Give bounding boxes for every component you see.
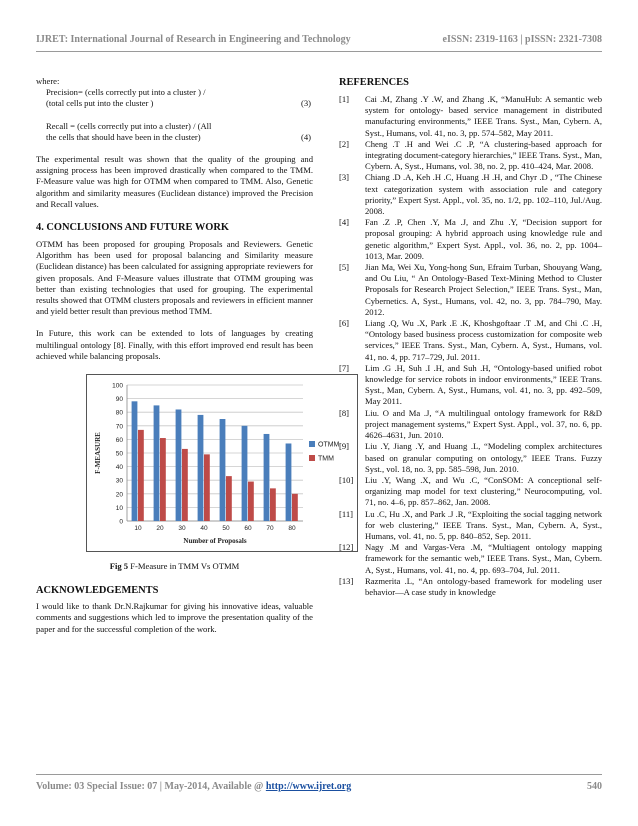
bar-otmm	[220, 419, 226, 521]
issn-text: eISSN: 2319-1163 | pISSN: 2321-7308	[442, 34, 602, 45]
recall-denominator: the cells that should have been in the cluster)	[46, 131, 201, 142]
bar-tmm	[248, 482, 254, 521]
reference-text: Chiang .D .A, Keh .H .C, Huang .H .H, and Chyr .D , “The Chinese text categorization system with association rule and category priority,” Expert Syst. Appl., vol. 35, no. 1/2, pp. 102–110, Jul./Aug. 2008.	[365, 172, 602, 217]
y-tick-label: 30	[115, 477, 123, 485]
chart-svg	[87, 375, 357, 551]
f-measure-chart	[86, 374, 358, 552]
figure-label: Fig 5	[109, 561, 129, 572]
page-header	[36, 34, 602, 48]
bar-otmm	[264, 434, 270, 521]
equation-number-3: (3)	[300, 98, 311, 109]
right-column	[339, 76, 602, 598]
precision-equation	[36, 87, 313, 109]
bar-tmm	[226, 476, 232, 521]
bar-otmm	[242, 426, 248, 521]
legend-swatch-otmm	[309, 441, 315, 447]
x-tick-label: 40	[200, 525, 208, 533]
reference-text: Lu .C, Hu .X, and Park .J .R, “Exploiting the social tagging network for web clustering,” IEEE Trans. Syst., Man, Cybern. A, Syst., Humans, vol. 41, no. 5, pp. 840–852, Sep. 2011.	[365, 508, 602, 541]
x-tick-label: 30	[178, 525, 186, 533]
reference-number: [6]	[339, 318, 350, 329]
reference-item	[339, 262, 602, 318]
equation-number-4: (4)	[300, 131, 311, 142]
reference-text: Cai .M, Zhang .Y .W, and Zhang .K, “ManuHub: A semantic web system for ontology- based service management in distributed manufacturing environments,” IEEE Trans. Syst., Man, Cybern. A, Syst., Humans, vol. 41, no. 3, pp. 574–582, May 2011.	[365, 94, 602, 138]
y-tick-label: 60	[115, 436, 123, 444]
section-4-heading: 4. CONCLUSIONS AND FUTURE WORK	[36, 222, 229, 234]
bar-tmm	[160, 438, 166, 521]
conclusion-paragraph: OTMM has been proposed for grouping Proposals and Reviewers. Genetic Algorithm has been used for proposal balancing and Similarity measure (Euclidean distance) has been calculated for assigning appropriate reviewers for given proposals. And F-Measure values illustrate that OTMM grouping was better than existing technologies that used for grouping. The experimental results showed that OTMM clusters proposals and reviewers in efficient manner and yield better result than previous method TMM.	[36, 239, 313, 317]
reference-number: [13]	[339, 575, 354, 586]
reference-item	[339, 576, 602, 598]
footer-volume	[36, 781, 351, 792]
y-tick-label: 50	[115, 450, 123, 458]
precision-line-1: Precision= (cells correctly put into a cluster ) /	[46, 87, 206, 98]
x-tick-label: 20	[156, 525, 164, 533]
legend-label-otmm: OTMM	[318, 441, 340, 449]
x-tick-label: 10	[134, 525, 142, 533]
figure-caption	[36, 561, 313, 572]
reference-text: Razmerita .L, “An ontology-based framework for modeling user behavior—A case study in knowledge	[365, 575, 602, 597]
reference-number: [3]	[339, 172, 350, 183]
reference-item	[339, 408, 602, 442]
future-work-paragraph: In Future, this work can be extended to lots of languages by creating multilingual ontology [8]. Finally, with this effort improved end result has been achieved while balancing proposals.	[36, 328, 313, 361]
reference-number: [1]	[339, 94, 350, 104]
reference-text: Jian Ma, Wei Xu, Yong-hong Sun, Efraim Turban, Shouyang Wang, and Ou Liu, “ An Ontology-Based Text-Mining Method to Cluster Proposals for Research Project Selection,” IEEE Trans. Syst., Man, Cybernetics. A, Syst., Humans, vol. 42, no. 3, pp. 784–790, May. 2012.	[365, 262, 602, 317]
bar-tmm	[138, 430, 144, 521]
recall-equation	[36, 121, 313, 143]
bar-tmm	[270, 488, 276, 521]
reference-item	[339, 363, 602, 408]
y-tick-label: 20	[115, 491, 123, 499]
y-tick-label: 90	[115, 396, 123, 404]
footer-volume-text: Volume: 03 Special Issue: 07 | May-2014, Available @	[36, 781, 266, 792]
where-label: where:	[36, 76, 60, 86]
y-tick-label: 70	[115, 423, 123, 431]
reference-item	[339, 509, 602, 543]
reference-item	[339, 542, 602, 576]
reference-number: [8]	[339, 407, 350, 418]
reference-list	[339, 94, 602, 598]
x-tick-label: 70	[266, 525, 274, 533]
references-heading: REFERENCES	[339, 77, 409, 88]
legend-label-tmm: TMM	[318, 455, 334, 463]
y-axis-title: F-MEASURE	[94, 432, 102, 474]
x-tick-label: 80	[288, 525, 296, 533]
bar-otmm	[198, 415, 204, 521]
acknowledgements-heading: ACKNOWLEDGEMENTS	[36, 585, 159, 597]
legend-swatch-tmm	[309, 455, 315, 461]
reference-text: Liang .Q, Wu .X, Park .E .K, Khoshgoftaar .T .M, and Chi .C .H, “Ontology based business process customization for composite web services,” IEEE Trans. Syst., Man, Cybern. A, Syst., Humans, vol. 41, no. 4, pp. 717–729, Jul. 2011.	[365, 318, 602, 362]
y-tick-label: 100	[112, 382, 123, 390]
reference-text: Cheng .T .H and Wei .C .P, “A clustering-based approach for integrating document-category hierarchies,” IEEE Trans. Syst., Man, Cybern. A, Syst., Humans, vol. 38, no. 2, pp. 410–424, Mar. 2008.	[365, 138, 602, 172]
reference-number: [2]	[339, 138, 350, 149]
reference-item	[339, 441, 602, 475]
y-tick-label: 80	[115, 409, 123, 417]
page-number: 540	[587, 781, 602, 792]
acknowledgements-paragraph: I would like to thank Dr.N.Rajkumar for giving his innovative ideas, valuable comments and suggestions which led to improve the presentation quality of the paper and for the successful completion of the work.	[36, 601, 313, 634]
y-tick-label: 40	[115, 464, 123, 472]
reference-text: Fan .Z .P, Chen .Y, Ma .J, and Zhu .Y, “Decision support for proposal grouping: A hybrid approach using knowledge rule and genetic algorithm,” Expert Syst. Appl., vol. 36, no. 2, pp. 1004–1013, Mar. 2009.	[365, 217, 602, 261]
header-rule	[36, 51, 602, 52]
bar-tmm	[292, 494, 298, 521]
reference-item	[339, 318, 602, 363]
bar-otmm	[132, 401, 138, 521]
reference-item	[339, 94, 602, 139]
bar-otmm	[286, 444, 292, 522]
bar-tmm	[204, 454, 210, 521]
x-axis-title: Number of Proposals	[183, 537, 247, 546]
reference-number: [4]	[339, 217, 350, 228]
reference-number: [7]	[339, 362, 350, 373]
bar-tmm	[182, 449, 188, 521]
reference-text: Lim .G .H, Suh .I .H, and Suh .H, “Ontology-based unified robot knowledge for service robots in indoor environments,” IEEE Trans. Syst., Man, Cybern. A, Syst., Humans, vol. 41, no. 3, pp. 492–509, May 2011.	[365, 362, 602, 407]
reference-item	[339, 217, 602, 262]
footer-rule	[36, 774, 602, 775]
bar-otmm	[154, 405, 160, 521]
reference-item	[339, 172, 602, 217]
reference-number: [12]	[339, 542, 354, 553]
journal-link[interactable]: http://www.ijret.org	[265, 781, 352, 792]
y-tick-label: 0	[119, 518, 123, 526]
reference-number: [10]	[339, 474, 354, 485]
x-tick-label: 50	[222, 525, 230, 533]
reference-number: [5]	[339, 262, 350, 273]
reference-text: Nagy .M and Vargas-Vera .M, “Multiagent ontology mapping framework for the semantic web,” IEEE Trans. Syst., Man, Cybern. A, Syst., Humans, vol. 41, no. 4, pp. 693–704, Jul. 2011.	[365, 542, 602, 575]
reference-number: [9]	[339, 441, 350, 452]
reference-text: Liu .Y, Wang .X, and Wu .C, “ConSOM: A conceptional self-organizing map model for text clustering,” Neurocomputing, vol. 71, no. 4–6, pp. 857–862, Jan. 2008.	[365, 474, 602, 508]
reference-item	[339, 139, 602, 173]
recall-line-1: Recall = (cells correctly put into a cluster) / (All	[46, 120, 212, 131]
x-tick-label: 60	[244, 525, 252, 533]
result-paragraph: The experimental result was shown that the quality of the grouping and assigning process has been improved drastically when compared to the TMM. F-Measure value was high for OTMM when compared to TMM. Also, Genetic algorithm and similarity measures (Euclidean distance) improved the Precision and Recall values.	[36, 154, 313, 209]
recall-line-2	[46, 132, 313, 143]
precision-denominator: (total cells put into the cluster )	[46, 98, 154, 109]
reference-number: [11]	[339, 508, 353, 519]
y-tick-label: 10	[115, 504, 123, 512]
precision-line-2	[46, 98, 313, 109]
journal-title: IJRET: International Journal of Research in Engineering and Technology	[36, 34, 351, 45]
figure-caption-text: F-Measure in TMM Vs OTMM	[128, 561, 240, 572]
reference-text: Liu .Y, Jiang .Y, and Huang .L, “Modeling complex architectures based on granular computing on ontology,” IEEE Trans. Fuzzy Syst., vol. 18, no. 3, pp. 585–598, Jun. 2010.	[365, 441, 602, 474]
page-footer	[36, 781, 602, 795]
reference-text: Liu. O and Ma .J, “A multilingual ontology framework for R&D project management systems,” Expert Syst. Appl., vol. 37, no. 6, pp. 4626–4631, Jun. 2010.	[365, 407, 602, 441]
bar-otmm	[176, 410, 182, 522]
reference-item	[339, 475, 602, 509]
left-column	[36, 76, 340, 635]
